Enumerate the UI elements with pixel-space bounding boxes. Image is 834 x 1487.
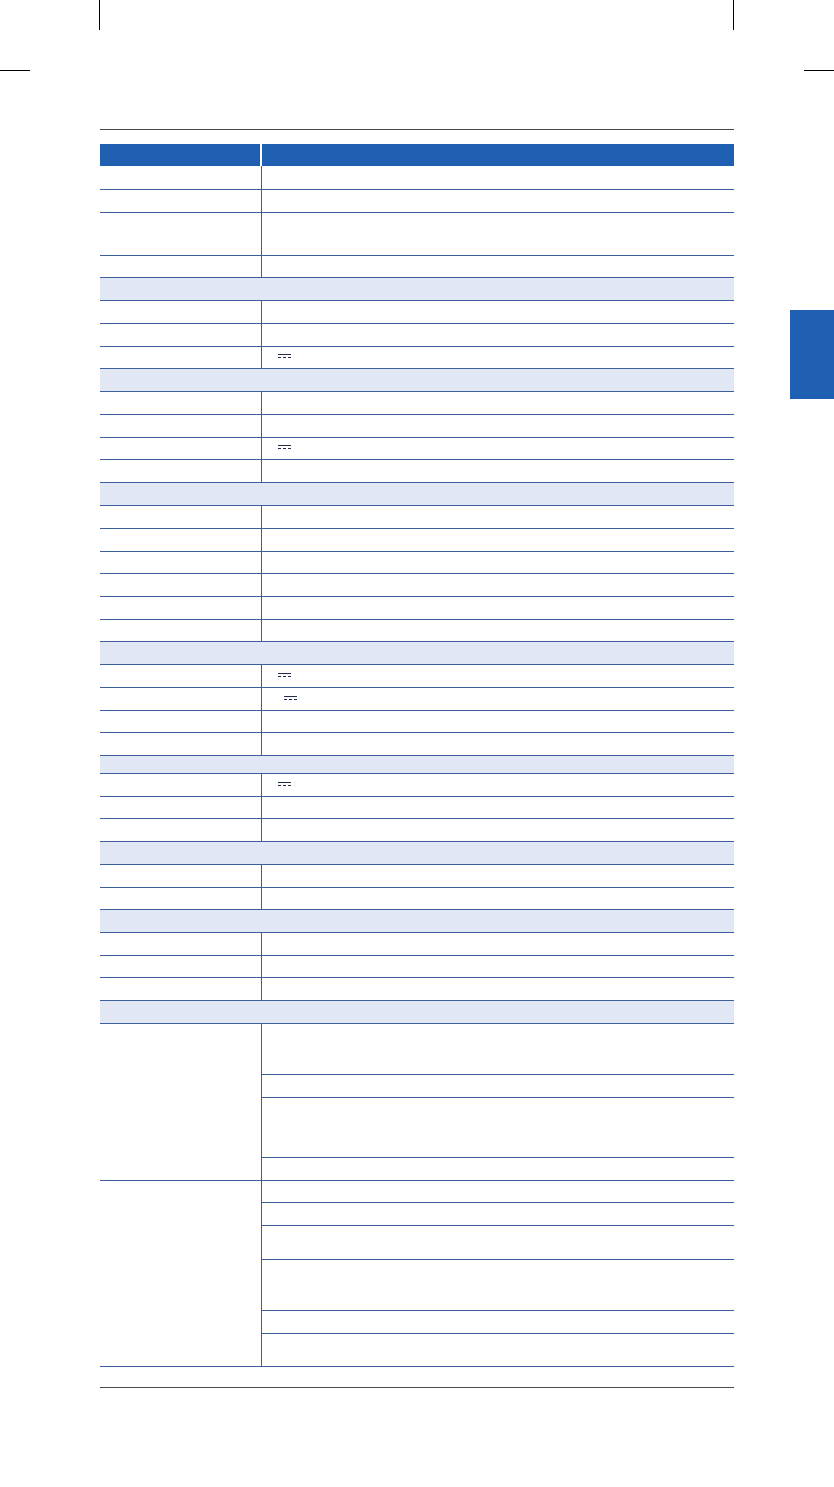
spec-value-cell [261, 887, 734, 909]
spec-value-cell [261, 1259, 734, 1310]
spec-label-cell [100, 551, 261, 573]
crop-mark-top-right [733, 0, 734, 30]
spec-value-cell [261, 300, 734, 323]
section-title [100, 641, 734, 664]
spec-label-cell [100, 255, 261, 277]
table-row [100, 551, 734, 573]
section-title [100, 368, 734, 391]
spec-value-cell [261, 1202, 734, 1225]
spec-value-cell [261, 1310, 734, 1333]
table-row [100, 1023, 734, 1074]
spec-value-cell [261, 596, 734, 619]
spec-value-cell [261, 687, 734, 710]
spec-value-cell [261, 189, 734, 212]
spec-label-cell [100, 459, 261, 482]
section-title [100, 277, 734, 300]
spec-label-cell [100, 212, 261, 255]
spec-value-cell [261, 551, 734, 573]
spec-value-cell [261, 166, 734, 189]
spec-label-cell [100, 687, 261, 710]
table-row [100, 573, 734, 596]
spec-label-cell [100, 818, 261, 841]
spec-value-cell [261, 1074, 734, 1097]
table-row [100, 687, 734, 710]
header-rule [100, 129, 734, 130]
spec-value-cell [261, 212, 734, 255]
spec-label-cell [100, 1180, 261, 1366]
spec-label-cell [100, 977, 261, 1000]
spec-value-cell [261, 1157, 734, 1180]
crop-mark-top-left [0, 70, 30, 71]
spec-label-cell [100, 391, 261, 414]
spec-value-cell [261, 619, 734, 641]
dc-current-symbol-icon [278, 672, 291, 679]
spec-label-cell [100, 437, 261, 459]
section-title [100, 841, 734, 864]
table-row [100, 1180, 734, 1202]
spec-value-cell [261, 955, 734, 977]
spec-label-cell [100, 732, 261, 755]
section-header-row [100, 1000, 734, 1023]
spec-label-cell [100, 664, 261, 687]
table-row [100, 323, 734, 346]
spec-label-cell [100, 166, 261, 189]
spec-label-cell [100, 573, 261, 596]
chapter-side-tab [790, 310, 834, 399]
section-header-row [100, 755, 734, 773]
spec-label-cell [100, 773, 261, 796]
crop-mark-top-left [99, 0, 100, 30]
spec-label-cell [100, 505, 261, 528]
spec-value-cell [261, 255, 734, 277]
table-row [100, 818, 734, 841]
table-row [100, 864, 734, 887]
table-row [100, 977, 734, 1000]
specifications-table-body [100, 144, 734, 1366]
table-row [100, 166, 734, 189]
table-row [100, 796, 734, 818]
spec-value-cell [261, 1097, 734, 1157]
spec-value-cell [261, 391, 734, 414]
table-row [100, 255, 734, 277]
table-row [100, 773, 734, 796]
table-row [100, 459, 734, 482]
spec-value-cell [261, 932, 734, 955]
spec-value-cell [261, 796, 734, 818]
spec-label-cell [100, 619, 261, 641]
table-row [100, 414, 734, 437]
section-header-row [100, 909, 734, 932]
section-title [100, 482, 734, 505]
dc-current-symbol-icon [284, 695, 297, 702]
spec-value-cell [261, 1225, 734, 1259]
spec-label-cell [100, 323, 261, 346]
section-title [100, 1000, 734, 1023]
spec-value-cell [261, 1333, 734, 1366]
table-row [100, 528, 734, 551]
table-row [100, 664, 734, 687]
spec-label-cell [100, 189, 261, 212]
table-row [100, 505, 734, 528]
spec-value-cell [261, 528, 734, 551]
spec-value-cell [261, 732, 734, 755]
spec-label-cell [100, 887, 261, 909]
crop-mark-top-right [804, 70, 834, 71]
spec-value-cell [261, 773, 734, 796]
table-row [100, 346, 734, 368]
table-row [100, 932, 734, 955]
spec-value-cell [261, 414, 734, 437]
spec-label-cell [100, 710, 261, 732]
section-header-row [100, 368, 734, 391]
table-row [100, 300, 734, 323]
footer-rule [100, 1387, 734, 1388]
spec-value-cell [261, 864, 734, 887]
spec-value-cell [261, 323, 734, 346]
section-title [100, 755, 734, 773]
spec-label-cell [100, 796, 261, 818]
spec-label-cell [100, 414, 261, 437]
table-row [100, 955, 734, 977]
spec-value-cell [261, 818, 734, 841]
spec-value-cell [261, 664, 734, 687]
table-row [100, 887, 734, 909]
section-header-row [100, 641, 734, 664]
spec-value-cell [261, 505, 734, 528]
spec-label-cell [100, 300, 261, 323]
header-label-cell [100, 144, 261, 166]
section-header-row [100, 277, 734, 300]
table-row [100, 732, 734, 755]
section-header-row [100, 841, 734, 864]
specifications-table [100, 144, 734, 1367]
dc-current-symbol-icon [278, 353, 291, 360]
spec-value-cell [261, 710, 734, 732]
spec-label-cell [100, 955, 261, 977]
dc-current-symbol-icon [278, 781, 291, 788]
table-row [100, 596, 734, 619]
spec-value-cell [261, 437, 734, 459]
table-row [100, 710, 734, 732]
spec-label-cell [100, 346, 261, 368]
spec-label-cell [100, 596, 261, 619]
spec-value-cell [261, 1023, 734, 1074]
spec-label-cell [100, 864, 261, 887]
table-row [100, 212, 734, 255]
table-row [100, 391, 734, 414]
spec-label-cell [100, 1023, 261, 1180]
spec-value-cell [261, 459, 734, 482]
table-row [100, 619, 734, 641]
table-header-row [100, 144, 734, 166]
spec-value-cell [261, 346, 734, 368]
spec-value-cell [261, 1180, 734, 1202]
section-header-row [100, 482, 734, 505]
spec-value-cell [261, 977, 734, 1000]
spec-label-cell [100, 528, 261, 551]
dc-current-symbol-icon [278, 444, 291, 451]
spec-value-cell [261, 573, 734, 596]
section-title [100, 909, 734, 932]
table-row [100, 189, 734, 212]
table-row [100, 437, 734, 459]
spec-label-cell [100, 932, 261, 955]
header-value-cell [261, 144, 734, 166]
